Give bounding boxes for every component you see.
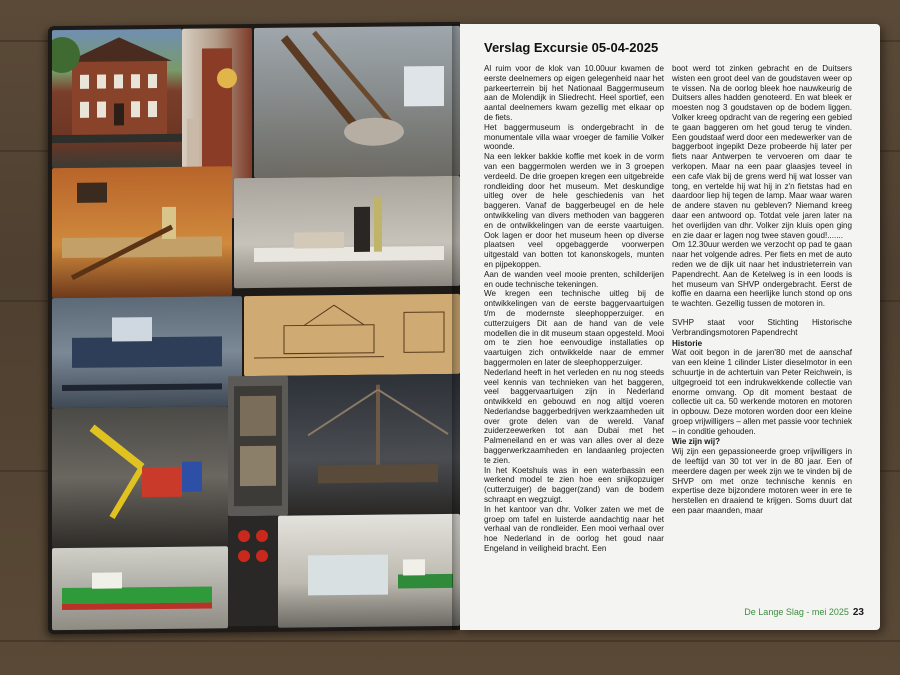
paragraph: Nederland heeft in het verleden en nu nog steeds veel kennis van technieken van het baggeren, veel baggervaartuigen zijn in Nederland ontwikkeld en gebouwd en nog altijd voeren Nederlandse baggerbedrijven werkzaamheden uit over grote delen van de wereld. Vanaf zuiderzeewerken tot aan Dubai met het Palmeneiland en er was van alles over al deze baggerwerkzaamheden en landaanleg projecten te zien.	[484, 367, 664, 465]
paragraph: Het baggermuseum is ondergebracht in de monumentale villa waar vroeger de familie Volker woonde.	[484, 122, 664, 152]
paragraph: boot werd tot zinken gebracht en de Duitsers wisten een groot deel van de goudstaven weer op te vissen. Na de oorlog bleek hoe nauwkeurig de Duitsers alles hadden genoteerd. En wat bleek er moesten nog 3 goudstaven op de bodem liggen. Volker kreeg opdracht van de regering een gebied te gaan baggeren om het goud terug te vinden. Een goudstaaf werd door een medewerker van de baggerboot ingepikt Deze probeerde hij later per fiets naar Antwerpen te vervoeren om daar te verkopen. Maar na een paar glaasjes teveel in een cafe vlak bij de grens werd hij wat losser van tong, en vertelde hij wat hij in z'n fietstas had en daardoor liep hij tegen de lamp. Maar waar waren de andere staven nu gebleven? Niemand kreeg daar een antwoord op. Totdat vele jaren later na het overlijden van dhr. Volker zijn kluis open ging en zie daar er lagen nog twee staven goud!.......	[672, 64, 852, 240]
section-heading-wie: Wie zijn wij?	[672, 437, 721, 447]
dredger-model-photo-icon	[52, 166, 232, 298]
ship-models-photo-icon	[52, 546, 228, 630]
technical-drawing-photo-icon	[244, 294, 460, 376]
section-heading-historie: Historie	[672, 338, 703, 348]
page-footer	[744, 607, 864, 618]
page-number: 23	[852, 607, 864, 618]
article-column-1	[484, 64, 664, 604]
article-page	[460, 24, 880, 630]
paragraph: In het Koetshuis was in een waterbassin een werkend model te zien hoe een snijkopzuiger (cutterzuiger) de bagger(zand) van de bodem schraapt en wegzuigt.	[484, 465, 664, 505]
article-column-2	[672, 64, 852, 604]
svhp-definition: SVHP staat voor Stichting Historische Verbrandingsmotoren Papendrecht	[672, 317, 852, 337]
paragraph: Wat ooit begon in de jaren'80 met de aanschaf van een kleine 1 cilinder Lister dieselmotor in een schuurtje in de achtertuin van Peter Reichwein, is uitgegroeid tot een indrukwekkende collectie van enorme omvang. Op dit moment bestaat de collectie uit ca. 50 werkende motoren en motoren in opbouw. Deze motoren worden door een kleine groep vrijwilligers – allen met passie voor techniek – in conditie gehouden.	[672, 348, 852, 436]
paragraph: Al ruim voor de klok van 10.00uur kwamen de eerste deelnemers op eigen gelegenheid naar het parkeerterrein bij het Nationaal Baggermuseum aan de Molendijk in Sliedrecht. Heel sportief, een aantal deelnemers kwam gezellig met elkaar op de fiets.	[484, 64, 664, 122]
cutter-model-photo-icon	[52, 296, 242, 408]
paragraph: Om 12.30uur werden we verzocht op pad te gaan naar het volgende adres. Per fiets en met de auto reden we de dijk uit naar het industrieterrein van Papendrecht. Aan de Ketelweg is in een loods is het museum van SHVP ondergebracht. Eerst de koffie en daarna een heerlijke lunch stond op ons te wachten. Gezellig tussen de motoren in.	[672, 240, 852, 309]
paragraph: In het kantoor van dhr. Volker zaten we met de groep om tafel en luisterde aandachtig naar het verhaal van de rondleider. Een mooi verhaal over hoe Nederland in de oorlog het goud naar Engeland in veiligheid bracht. Een	[484, 504, 664, 554]
dredger-hall-photo-icon	[254, 26, 460, 178]
paragraph: Wij zijn een gepassioneerde groep vrijwilligers in de leeftijd van 30 tot ver in de 80 jaar. Een of meerdere dagen per week zijn we te vinden bij de SHVP om met onze technische kennis en expertise deze bijzondere motoren weer in ere te herstellen en draaiend te krijgen. Soms duurt dat een paar maanden, maar	[672, 447, 852, 516]
paragraph: We kregen een technische uitleg bij de ontwikkelingen van de eerste baggervaartuigen t/m de modernste sleephopperzuiger. en cutterzuigers Dit aan de hand van de vele modellen die in dit museum staan opgesteld. Mooi om te zien hoe eenvoudige installaties op vaartuigen zich ontwikkelde naar de emmer baggermolen en later de sleephopperzuiger.	[484, 289, 664, 367]
magazine-spread	[48, 14, 880, 636]
paragraph: Na een lekker bakkie koffie met koek in de vorm van een baggermolen werden we in 3 groepen verdeeld. De drie groepen kregen een uitgebreide rondleiding door het museum. Met deskundige uitleg over de hele geschiedenis van het baggeren. Vanaf de baggerbeugel en de hele ontwikkeling van divers methoden van baggeren en de ontwikkelingen van de eerste vaartuigen. Ook lagen er door het museum heen op diverse plaatsen veel opgebaggerde voorwerpen uitgestald van botten tot kanonskogels, munten en pijpekoppen.	[484, 152, 664, 269]
villa-photo-icon	[52, 29, 182, 168]
crane-hall-photo-icon	[288, 374, 460, 516]
switch-panel-photo-icon	[228, 516, 278, 627]
display-cabinet-photo-icon	[228, 376, 288, 517]
photo-collage-page	[48, 22, 460, 634]
excavator-model-photo-icon	[52, 406, 228, 548]
museum-room-photo-icon	[278, 514, 460, 628]
magazine-name: De Lange Slag - mei 2025	[744, 607, 849, 617]
ship-model-photo-icon	[234, 176, 460, 288]
article-title: Verslag Excursie 05-04-2025	[484, 40, 659, 55]
paragraph: Aan de wanden veel mooie prenten, schilderijen en oude technische tekeningen.	[484, 269, 664, 289]
